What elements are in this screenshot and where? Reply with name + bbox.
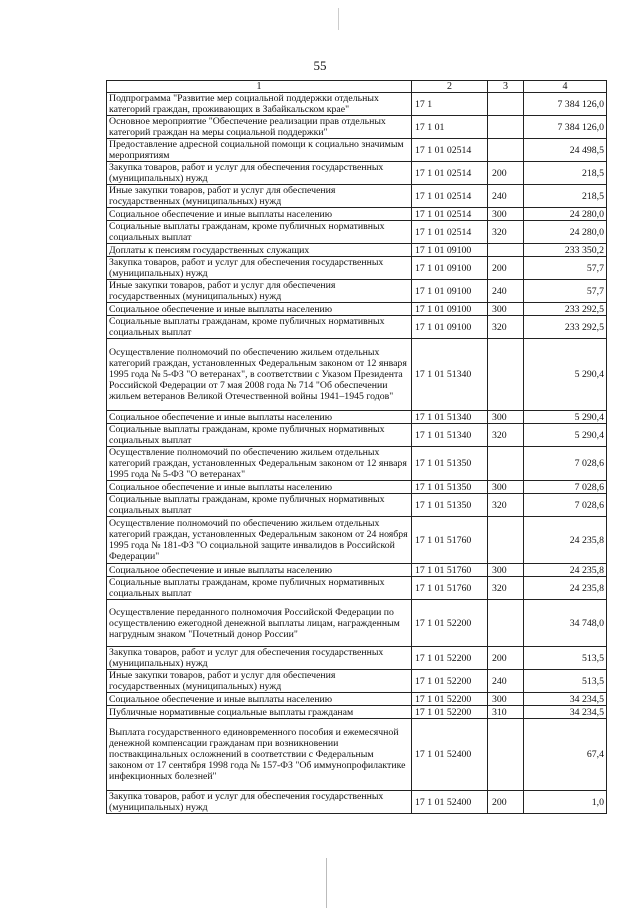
row-code-cell: 17 1 01 52400 bbox=[412, 791, 488, 814]
row-name-cell: Социальные выплаты гражданам, кроме публичных нормативных социальных выплат bbox=[107, 577, 412, 600]
table-row bbox=[107, 185, 607, 208]
row-name-cell: Иные закупки товаров, работ и услуг для обеспечения государственных (муниципальных) нужд bbox=[107, 670, 412, 693]
row-name-cell: Социальные выплаты гражданам, кроме публичных нормативных социальных выплат bbox=[107, 494, 412, 517]
table-row bbox=[107, 93, 607, 116]
row-type-cell: 240 bbox=[488, 280, 524, 303]
row-sum-cell: 24 280,0 bbox=[524, 208, 607, 221]
table-row bbox=[107, 139, 607, 162]
row-name-cell: Социальное обеспечение и иные выплаты населению bbox=[107, 303, 412, 316]
row-sum-cell: 1,0 bbox=[524, 791, 607, 814]
row-code-cell: 17 1 01 09100 bbox=[412, 316, 488, 339]
row-name-cell: Социальное обеспечение и иные выплаты населению bbox=[107, 411, 412, 424]
table-row bbox=[107, 208, 607, 221]
column-header-1: 1 bbox=[107, 81, 412, 93]
table-row bbox=[107, 244, 607, 257]
row-type-cell bbox=[488, 139, 524, 162]
row-code-cell: 17 1 01 51760 bbox=[412, 564, 488, 577]
row-sum-cell: 5 290,4 bbox=[524, 339, 607, 411]
row-code-cell: 17 1 01 51350 bbox=[412, 494, 488, 517]
row-sum-cell: 7 384 126,0 bbox=[524, 116, 607, 139]
row-sum-cell: 57,7 bbox=[524, 280, 607, 303]
row-type-cell: 300 bbox=[488, 411, 524, 424]
row-type-cell: 240 bbox=[488, 670, 524, 693]
column-header-4: 4 bbox=[524, 81, 607, 93]
table-row bbox=[107, 116, 607, 139]
row-code-cell: 17 1 bbox=[412, 93, 488, 116]
table-row bbox=[107, 600, 607, 647]
row-type-cell: 200 bbox=[488, 791, 524, 814]
row-type-cell: 300 bbox=[488, 303, 524, 316]
row-code-cell: 17 1 01 bbox=[412, 116, 488, 139]
scan-artifact-bottom bbox=[326, 858, 327, 908]
row-sum-cell: 57,7 bbox=[524, 257, 607, 280]
row-type-cell bbox=[488, 719, 524, 791]
table-row bbox=[107, 517, 607, 564]
table-row bbox=[107, 221, 607, 244]
row-sum-cell: 34 234,5 bbox=[524, 693, 607, 706]
scan-artifact-top bbox=[338, 8, 339, 30]
row-name-cell: Закупка товаров, работ и услуг для обеспечения государственных (муниципальных) нужд bbox=[107, 257, 412, 280]
row-type-cell: 300 bbox=[488, 693, 524, 706]
table-row bbox=[107, 693, 607, 706]
row-sum-cell: 5 290,4 bbox=[524, 424, 607, 447]
table-row bbox=[107, 564, 607, 577]
row-name-cell: Закупка товаров, работ и услуг для обеспечения государственных (муниципальных) нужд bbox=[107, 791, 412, 814]
row-type-cell: 300 bbox=[488, 208, 524, 221]
row-sum-cell: 7 028,6 bbox=[524, 494, 607, 517]
table-row bbox=[107, 481, 607, 494]
table-row bbox=[107, 719, 607, 791]
row-type-cell bbox=[488, 339, 524, 411]
table-row bbox=[107, 447, 607, 481]
row-name-cell: Предоставление адресной социальной помощи к социально значимым мероприятиям bbox=[107, 139, 412, 162]
table-row bbox=[107, 280, 607, 303]
row-code-cell: 17 1 01 51350 bbox=[412, 481, 488, 494]
row-type-cell: 300 bbox=[488, 564, 524, 577]
table-row bbox=[107, 791, 607, 814]
table-row bbox=[107, 670, 607, 693]
row-type-cell: 300 bbox=[488, 481, 524, 494]
row-name-cell: Социальные выплаты гражданам, кроме публичных нормативных социальных выплат bbox=[107, 221, 412, 244]
row-sum-cell: 67,4 bbox=[524, 719, 607, 791]
row-name-cell: Социальное обеспечение и иные выплаты населению bbox=[107, 693, 412, 706]
row-name-cell: Осуществление полномочий по обеспечению жильем отдельных категорий граждан, установленных Федеральным законом от 12 января 1995 года № 5-ФЗ "О ветеранах" bbox=[107, 447, 412, 481]
row-type-cell bbox=[488, 447, 524, 481]
row-code-cell: 17 1 01 09100 bbox=[412, 257, 488, 280]
row-sum-cell: 218,5 bbox=[524, 185, 607, 208]
row-type-cell: 200 bbox=[488, 257, 524, 280]
row-sum-cell: 24 235,8 bbox=[524, 564, 607, 577]
row-type-cell: 320 bbox=[488, 424, 524, 447]
table-row bbox=[107, 424, 607, 447]
row-type-cell bbox=[488, 93, 524, 116]
row-sum-cell: 233 292,5 bbox=[524, 316, 607, 339]
column-header-2: 2 bbox=[412, 81, 488, 93]
table-row bbox=[107, 257, 607, 280]
row-code-cell: 17 1 01 51340 bbox=[412, 339, 488, 411]
row-sum-cell: 513,5 bbox=[524, 647, 607, 670]
row-code-cell: 17 1 01 02514 bbox=[412, 162, 488, 185]
row-code-cell: 17 1 01 52200 bbox=[412, 693, 488, 706]
row-type-cell bbox=[488, 517, 524, 564]
table-row bbox=[107, 494, 607, 517]
row-sum-cell: 233 350,2 bbox=[524, 244, 607, 257]
row-code-cell: 17 1 01 51350 bbox=[412, 447, 488, 481]
row-name-cell: Иные закупки товаров, работ и услуг для обеспечения государственных (муниципальных) нужд bbox=[107, 185, 412, 208]
row-code-cell: 17 1 01 09100 bbox=[412, 244, 488, 257]
row-type-cell: 240 bbox=[488, 185, 524, 208]
row-code-cell: 17 1 01 51340 bbox=[412, 424, 488, 447]
row-code-cell: 17 1 01 02514 bbox=[412, 208, 488, 221]
row-name-cell: Осуществление переданного полномочия Российской Федерации по осуществлению ежегодной денежной выплаты лицам, награжденным нагрудным знаком "Почетный донор России" bbox=[107, 600, 412, 647]
row-code-cell: 17 1 01 52400 bbox=[412, 719, 488, 791]
row-sum-cell: 7 384 126,0 bbox=[524, 93, 607, 116]
row-name-cell: Социальное обеспечение и иные выплаты населению bbox=[107, 208, 412, 221]
row-sum-cell: 7 028,6 bbox=[524, 481, 607, 494]
table-row bbox=[107, 339, 607, 411]
row-code-cell: 17 1 01 02514 bbox=[412, 139, 488, 162]
row-name-cell: Закупка товаров, работ и услуг для обеспечения государственных (муниципальных) нужд bbox=[107, 647, 412, 670]
row-sum-cell: 24 235,8 bbox=[524, 517, 607, 564]
row-sum-cell: 5 290,4 bbox=[524, 411, 607, 424]
table-header-row bbox=[107, 81, 607, 93]
budget-table bbox=[106, 80, 607, 814]
row-code-cell: 17 1 01 51340 bbox=[412, 411, 488, 424]
row-name-cell: Доплаты к пенсиям государственных служащих bbox=[107, 244, 412, 257]
row-code-cell: 17 1 01 52200 bbox=[412, 670, 488, 693]
row-name-cell: Выплата государственного единовременного пособия и ежемесячной денежной компенсации гражданам при возникновении поствакцинальных осложнений в соответствии с Федеральным законом от 17 сентября 1998 года № 157-ФЗ "Об иммунопрофилактике инфекционных болезней" bbox=[107, 719, 412, 791]
row-name-cell: Социальные выплаты гражданам, кроме публичных нормативных социальных выплат bbox=[107, 316, 412, 339]
row-type-cell: 310 bbox=[488, 706, 524, 719]
row-code-cell: 17 1 01 51760 bbox=[412, 577, 488, 600]
row-code-cell: 17 1 01 52200 bbox=[412, 600, 488, 647]
row-name-cell: Основное мероприятие "Обеспечение реализации прав отдельных категорий граждан на меры социальной поддержки" bbox=[107, 116, 412, 139]
row-type-cell bbox=[488, 244, 524, 257]
row-type-cell: 320 bbox=[488, 494, 524, 517]
row-code-cell: 17 1 01 52200 bbox=[412, 647, 488, 670]
row-type-cell: 320 bbox=[488, 316, 524, 339]
row-name-cell: Социальные выплаты гражданам, кроме публичных нормативных социальных выплат bbox=[107, 424, 412, 447]
row-code-cell: 17 1 01 02514 bbox=[412, 185, 488, 208]
row-name-cell: Иные закупки товаров, работ и услуг для обеспечения государственных (муниципальных) нужд bbox=[107, 280, 412, 303]
row-sum-cell: 513,5 bbox=[524, 670, 607, 693]
row-sum-cell: 34 748,0 bbox=[524, 600, 607, 647]
row-name-cell: Осуществление полномочий по обеспечению жильем отдельных категорий граждан, установленных Федеральным законом от 12 января 1995 года № 5-ФЗ "О ветеранах", в соответствии с Указом Президента Российской Федерации от 7 мая 2008 года № 714 "Об обеспечении жильем ветеранов Великой Отечественной войны 1941–1945 годов" bbox=[107, 339, 412, 411]
row-type-cell: 200 bbox=[488, 162, 524, 185]
row-sum-cell: 34 234,5 bbox=[524, 706, 607, 719]
table-row bbox=[107, 411, 607, 424]
row-sum-cell: 24 280,0 bbox=[524, 221, 607, 244]
row-name-cell: Осуществление полномочий по обеспечению жильем отдельных категорий граждан, установленных Федеральным законом от 24 ноября 1995 года № 181-ФЗ "О социальной защите инвалидов в Российской Федерации" bbox=[107, 517, 412, 564]
row-sum-cell: 24 235,8 bbox=[524, 577, 607, 600]
row-name-cell: Закупка товаров, работ и услуг для обеспечения государственных (муниципальных) нужд bbox=[107, 162, 412, 185]
row-code-cell: 17 1 01 02514 bbox=[412, 221, 488, 244]
row-sum-cell: 218,5 bbox=[524, 162, 607, 185]
row-code-cell: 17 1 01 09100 bbox=[412, 303, 488, 316]
table-row bbox=[107, 316, 607, 339]
row-name-cell: Социальное обеспечение и иные выплаты населению bbox=[107, 481, 412, 494]
table-row bbox=[107, 647, 607, 670]
page-number: 55 bbox=[313, 58, 327, 73]
row-type-cell: 320 bbox=[488, 577, 524, 600]
table-row bbox=[107, 577, 607, 600]
row-type-cell bbox=[488, 116, 524, 139]
row-type-cell bbox=[488, 600, 524, 647]
row-code-cell: 17 1 01 52200 bbox=[412, 706, 488, 719]
table-row bbox=[107, 162, 607, 185]
row-sum-cell: 24 498,5 bbox=[524, 139, 607, 162]
table-row bbox=[107, 303, 607, 316]
row-sum-cell: 7 028,6 bbox=[524, 447, 607, 481]
row-name-cell: Подпрограмма "Развитие мер социальной поддержки отдельных категорий граждан, проживающих в Забайкальском крае" bbox=[107, 93, 412, 116]
column-header-3: 3 bbox=[488, 81, 524, 93]
row-code-cell: 17 1 01 51760 bbox=[412, 517, 488, 564]
row-name-cell: Публичные нормативные социальные выплаты гражданам bbox=[107, 706, 412, 719]
table-row bbox=[107, 706, 607, 719]
row-name-cell: Социальное обеспечение и иные выплаты населению bbox=[107, 564, 412, 577]
row-sum-cell: 233 292,5 bbox=[524, 303, 607, 316]
row-type-cell: 320 bbox=[488, 221, 524, 244]
row-code-cell: 17 1 01 09100 bbox=[412, 280, 488, 303]
row-type-cell: 200 bbox=[488, 647, 524, 670]
